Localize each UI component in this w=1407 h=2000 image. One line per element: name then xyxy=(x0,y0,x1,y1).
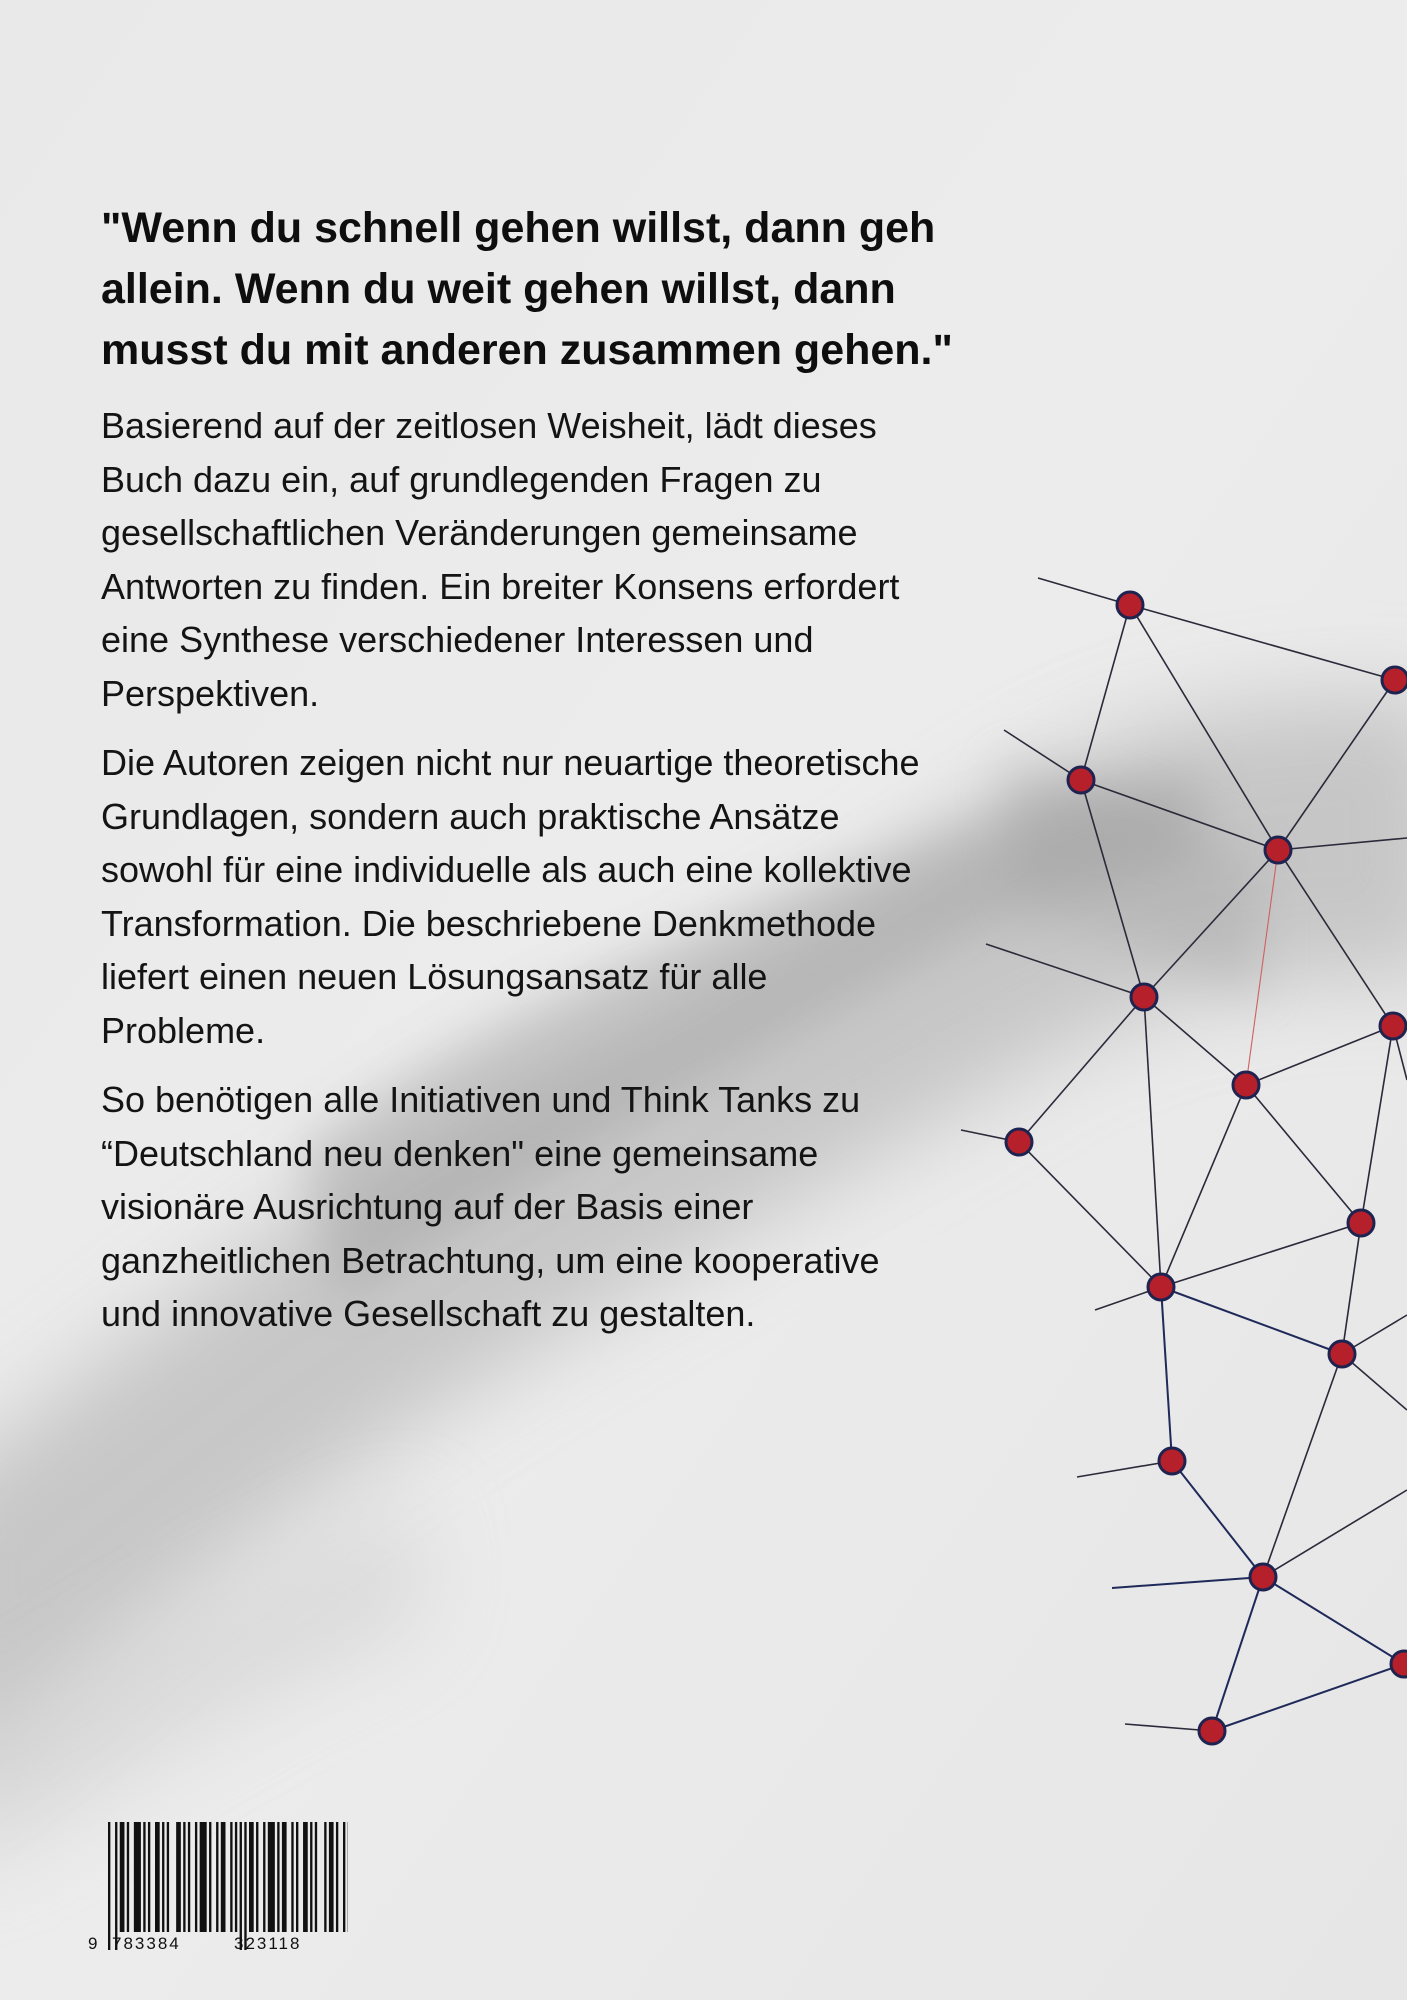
network-edge xyxy=(1212,1664,1404,1731)
network-node xyxy=(1131,984,1157,1010)
paragraph-line: sowohl für eine individuelle als auch eine kollektive xyxy=(101,849,912,890)
paragraph-line: Transformation. Die beschriebene Denkmethode xyxy=(101,902,877,944)
paragraph-line: und innovative Gesellschaft zu gestalten. xyxy=(101,1293,756,1334)
barcode-bar xyxy=(143,1822,145,1932)
barcode-bar xyxy=(108,1822,110,1950)
barcode-bar xyxy=(134,1822,141,1932)
network-edge xyxy=(1278,680,1395,850)
paragraph-3 xyxy=(101,1073,1041,1341)
barcode-bar xyxy=(115,1822,117,1950)
network-edge xyxy=(1081,605,1130,780)
barcode-bar xyxy=(209,1822,211,1932)
network-node xyxy=(1159,1448,1185,1474)
network-node xyxy=(1117,592,1143,618)
network-edge xyxy=(1278,838,1407,850)
barcode-bar xyxy=(256,1822,258,1932)
barcode-bar xyxy=(343,1822,345,1932)
network-node xyxy=(1391,1651,1407,1677)
barcode-bar xyxy=(329,1822,334,1932)
barcode-left-digits: 783384 xyxy=(112,1934,181,1953)
barcode-bar xyxy=(296,1822,298,1932)
paragraph-1 xyxy=(101,399,1041,720)
network-node xyxy=(1148,1274,1174,1300)
barcode-right-digits: 323118 xyxy=(234,1934,302,1953)
paragraph-line: Probleme. xyxy=(101,1009,266,1051)
barcode-bar xyxy=(195,1822,197,1932)
barcode-bar xyxy=(120,1822,125,1932)
barcode-bar xyxy=(315,1822,317,1932)
barcode-bar xyxy=(167,1822,169,1932)
network-edge xyxy=(1161,1287,1342,1354)
network-edge xyxy=(1161,1287,1172,1461)
barcode-bar xyxy=(235,1822,237,1932)
network-edge xyxy=(1130,605,1278,850)
barcode-bar xyxy=(244,1822,246,1950)
paragraph-line: ganzheitlichen Betrachtung, um eine kooperative xyxy=(101,1239,880,1281)
paragraph-line: Grundlagen, sondern auch praktische Ansätze xyxy=(101,795,840,837)
barcode-bar xyxy=(221,1822,226,1932)
barcode-bar xyxy=(249,1822,254,1932)
network-edge xyxy=(1361,1026,1393,1223)
paragraph-line: So benötigen alle Initiativen und Think Tanks zu xyxy=(101,1079,861,1120)
network-edge xyxy=(1263,1354,1342,1577)
paragraph-line: Antworten zu finden. Ein breiter Konsens erfordert xyxy=(101,565,900,607)
network-edge xyxy=(1263,1577,1404,1664)
network-edge xyxy=(1161,1223,1361,1287)
barcode-bar xyxy=(291,1822,293,1932)
network-edge xyxy=(1081,780,1278,850)
network-edge xyxy=(1144,997,1246,1085)
network-node xyxy=(1233,1072,1259,1098)
network-edge xyxy=(1263,1490,1407,1577)
barcode-bar xyxy=(200,1822,207,1932)
network-edge xyxy=(1081,780,1144,997)
network-edge xyxy=(1278,850,1393,1026)
barcode-bar xyxy=(230,1822,232,1932)
barcode-bar xyxy=(127,1822,129,1932)
network-node xyxy=(1199,1718,1225,1744)
network-edge xyxy=(1246,1085,1361,1223)
quote-line: allein. Wenn du weit gehen willst, dann xyxy=(101,265,896,313)
barcode-bar xyxy=(277,1822,279,1932)
barcode-bar xyxy=(268,1822,275,1932)
network-node xyxy=(1250,1564,1276,1590)
barcode-bar xyxy=(183,1822,185,1932)
network-node xyxy=(1265,837,1291,863)
quote-heading xyxy=(101,198,1041,381)
isbn-barcode xyxy=(88,1822,348,1962)
network-edge xyxy=(1342,1223,1361,1354)
network-node xyxy=(1382,667,1407,693)
paragraph-line: liefert einen neuen Lösungsansatz für alle xyxy=(101,956,768,997)
network-edge xyxy=(1246,850,1278,1085)
paragraph-line: “Deutschland neu denken" eine gemeinsame xyxy=(101,1132,819,1174)
network-edge xyxy=(1212,1577,1263,1731)
barcode-bar xyxy=(176,1822,181,1932)
network-edge xyxy=(1172,1461,1263,1577)
network-edge xyxy=(1144,850,1278,997)
quote-line: musst du mit anderen zusammen gehen." xyxy=(101,326,953,374)
barcode-bar xyxy=(324,1822,326,1932)
network-node xyxy=(1329,1341,1355,1367)
barcode-bar xyxy=(216,1822,218,1932)
network-node xyxy=(1348,1210,1374,1236)
barcode-bar xyxy=(263,1822,265,1932)
paragraph-2 xyxy=(101,736,1041,1057)
paragraph-line: eine Synthese verschiedener Interessen und xyxy=(101,619,814,660)
paragraph-line: visionäre Ausrichtung auf der Basis einer xyxy=(101,1186,754,1227)
paragraph-line: Buch dazu ein, auf grundlegenden Fragen zu xyxy=(101,458,822,500)
barcode-bar xyxy=(240,1822,242,1950)
barcode-bar xyxy=(310,1822,312,1932)
barcode-bar xyxy=(188,1822,190,1932)
paragraph-line: Perspektiven. xyxy=(101,672,320,714)
network-edge xyxy=(1161,1085,1246,1287)
network-node xyxy=(1068,767,1094,793)
barcode-bar xyxy=(155,1822,160,1932)
barcode-bar xyxy=(162,1822,164,1932)
barcode-bar xyxy=(282,1822,287,1932)
paragraph-line: Basierend auf der zeitlosen Weisheit, lädt dieses xyxy=(101,405,877,446)
network-edge xyxy=(1112,1577,1263,1588)
barcode-bar xyxy=(148,1822,150,1932)
network-nodes xyxy=(1006,592,1407,1744)
back-cover-text xyxy=(101,198,1041,1357)
barcode-bar xyxy=(303,1822,308,1932)
quote-line: "Wenn du schnell gehen willst, dann geh xyxy=(101,204,936,252)
network-node xyxy=(1380,1013,1406,1039)
barcode-first-digit: 9 xyxy=(88,1934,100,1953)
barcode-bar xyxy=(336,1822,338,1932)
paragraph-line: gesellschaftlichen Veränderungen gemeinsame xyxy=(101,512,858,553)
network-edge xyxy=(1130,605,1395,680)
network-edge xyxy=(1246,1026,1393,1085)
paragraph-line: Die Autoren zeigen nicht nur neuartige theoretische xyxy=(101,742,920,783)
network-edge xyxy=(1144,997,1161,1287)
